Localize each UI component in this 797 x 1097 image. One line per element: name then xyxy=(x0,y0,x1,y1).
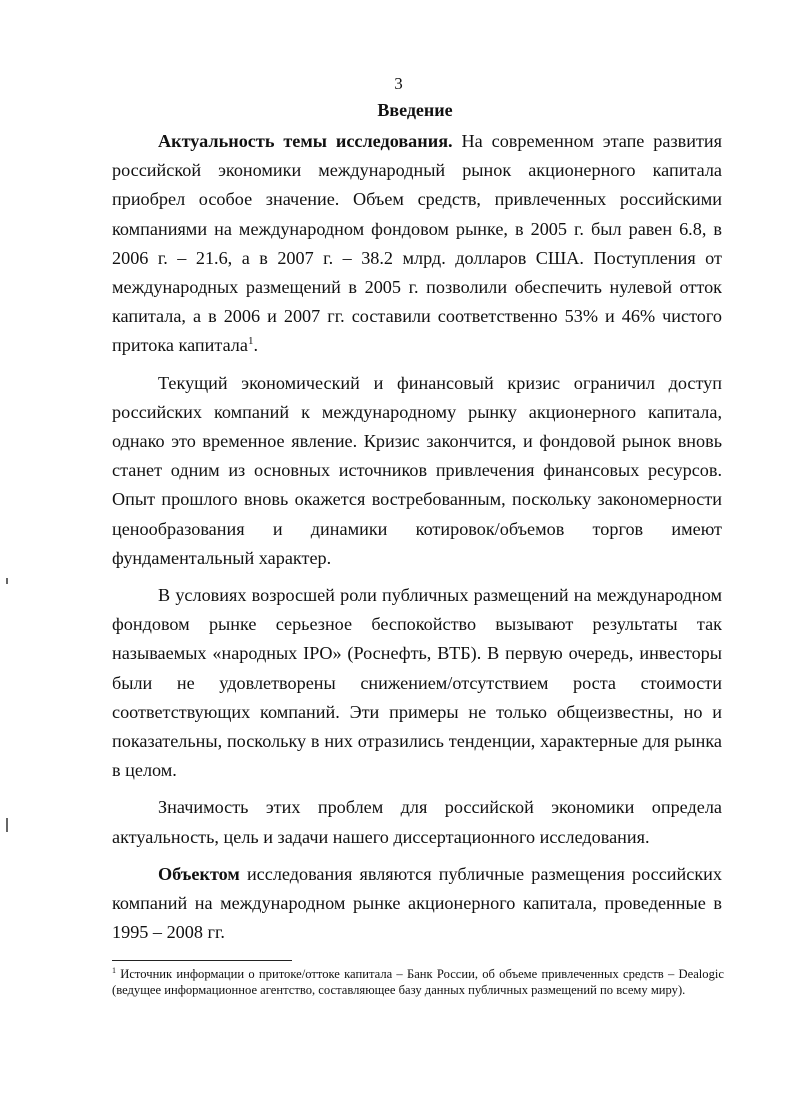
scan-margin-mark xyxy=(6,818,8,832)
relevance-tail: . xyxy=(253,335,258,356)
page-number: 3 xyxy=(394,74,403,93)
footnote xyxy=(112,966,724,998)
footnote-reference: 1 xyxy=(247,335,254,348)
paragraph-crisis: Текущий экономический и финансовый кризис ограничил доступ российских компаний к международному рынку акционерного капитала, однако это временное явление. Кризис закончится, и фондовой рынок вновь станет одним из основных источников привлечения финансовых ресурсов. Опыт прошлого вновь окажется востребованным, поскольку закономерности ценообразования и динамики котировок/объемов торгов имеют фундаментальный характер. xyxy=(112,372,722,568)
paragraph-public-offerings: В условиях возросшей роли публичных размещений на международном фондовом рынке серьезное беспокойство вызывают результаты так называемых «народных IPO» (Роснефть, ВТБ). В первую очередь, инвесторы были не удовлетворены снижением/отсутствием роста стоимости соответствующих компаний. Эти примеры не только общеизвестны, но и показательны, поскольку в них отразились тенденции, характерные для рынка в целом. xyxy=(112,585,722,781)
scan-margin-mark xyxy=(6,578,8,584)
footnote-text: Источник информации о притоке/оттоке капитала – Банк России, об объеме привлеченных средств – Dealogic (ведущее информационное агентство, составляющее базу данных публичных размещений по всему миру). xyxy=(112,967,724,997)
paragraph-relevance xyxy=(112,127,722,361)
footnote-divider xyxy=(112,960,292,961)
footnote-mark: 1 xyxy=(112,965,116,975)
object-text: исследования являются публичные размещения российских компаний на международном рынке акционерного капитала, проведенные в 1995 – 2008 гг. xyxy=(112,863,722,943)
object-heading: Объектом xyxy=(158,863,240,884)
page-title: Введение xyxy=(377,100,453,120)
relevance-heading: Актуальность темы исследования. xyxy=(158,131,453,151)
paragraph-object xyxy=(112,860,722,948)
paragraph-significance: Значимость этих проблем для российской экономики определа актуальность, цель и задачи нашего диссертационного исследования. xyxy=(112,797,722,847)
relevance-text: На современном этапе развития российской экономики международный рынок акционерного капитала приобрел особое значение. Объем средств, привлеченных российскими компаниями на международном фондовом рынке, в 2005 г. был равен 6.8, в 2006 г. – 21.6, а в 2007 г. – 38.2 млрд. долларов США. Поступления от международных размещений в 2005 г. позволили обеспечить нулевой отток капитала, а в 2006 и 2007 гг. составили соответственно 53% и 46% чистого притока капитала xyxy=(112,131,722,356)
body-text xyxy=(112,127,722,955)
